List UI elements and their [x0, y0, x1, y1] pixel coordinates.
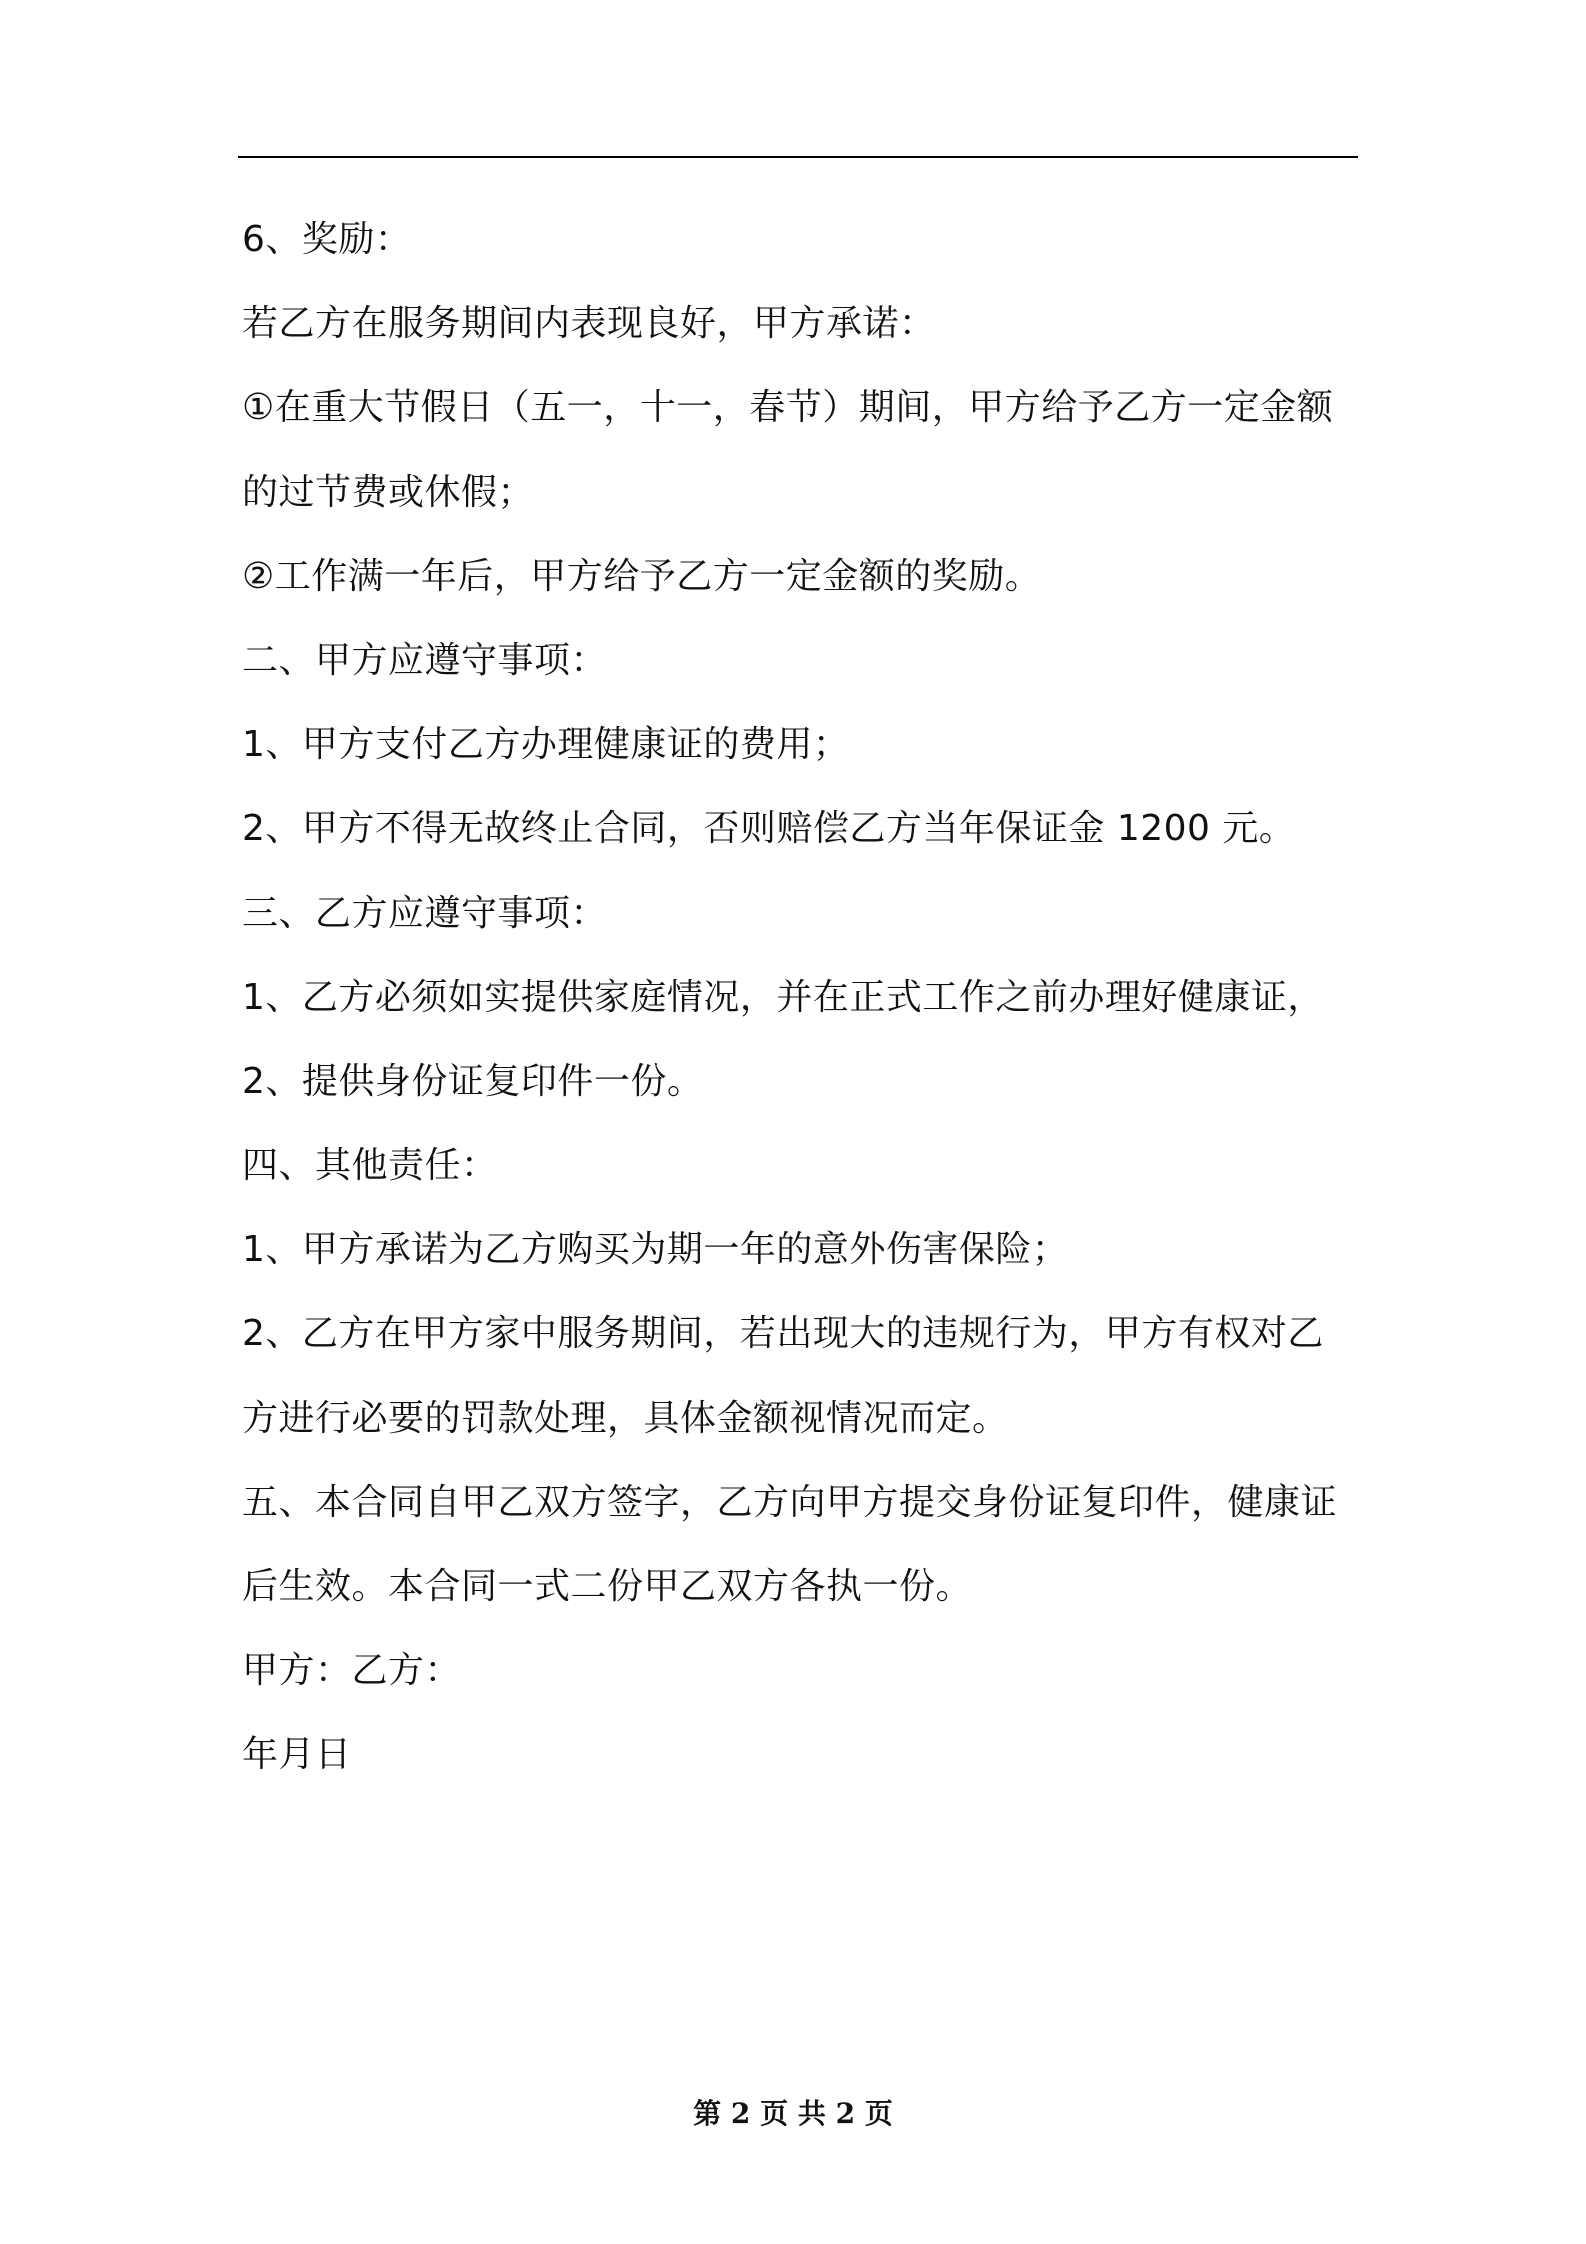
page-number: 第 2 页 共 2 页 [693, 2097, 893, 2130]
other-responsibilities-heading: 四、其他责任： [242, 1145, 498, 1187]
party-a-duty-1: 1、甲方支付乙方办理健康证的费用； [242, 724, 850, 766]
party-a-duty-2: 2、甲方不得无故终止合同，否则赔偿乙方当年保证金 1200 元。 [242, 808, 1296, 850]
reward-item-1: ①在重大节假日（五一，十一，春节）期间，甲方给予乙方一定金额 [242, 387, 1334, 429]
other-responsibility-2: 2、乙方在甲方家中服务期间，若出现大的违规行为，甲方有权对乙 [242, 1313, 1324, 1355]
reward-item-2: ②工作满一年后，甲方给予乙方一定金额的奖励。 [242, 555, 1042, 597]
party-b-duties-heading: 三、乙方应遵守事项： [242, 892, 608, 934]
other-responsibility-1: 1、甲方承诺为乙方购买为期一年的意外伤害保险； [242, 1229, 1069, 1271]
header-rule [238, 156, 1358, 158]
effectiveness-clause-cont: 后生效。本合同一式二份甲乙双方各执一份。 [242, 1566, 973, 1607]
signature-line: 甲方：乙方： [242, 1650, 462, 1692]
date-line: 年月日 [242, 1734, 352, 1776]
other-responsibility-2-cont: 方进行必要的罚款处理，具体金额视情况而定。 [242, 1397, 1009, 1439]
reward-item-1-cont: 的过节费或休假； [242, 471, 535, 513]
effectiveness-clause: 五、本合同自甲乙双方签字，乙方向甲方提交身份证复印件，健康证 [242, 1481, 1338, 1523]
party-b-duty-1: 1、乙方必须如实提供家庭情况，并在正式工作之前办理好健康证， [242, 976, 1324, 1018]
document-body [242, 198, 1362, 1798]
party-a-duties-heading: 二、甲方应遵守事项： [242, 639, 608, 681]
reward-intro: 若乙方在服务期间内表现良好，甲方承诺： [242, 303, 936, 345]
party-b-duty-2: 2、提供身份证复印件一份。 [242, 1060, 704, 1102]
reward-heading: 6、奖励： [242, 219, 412, 260]
